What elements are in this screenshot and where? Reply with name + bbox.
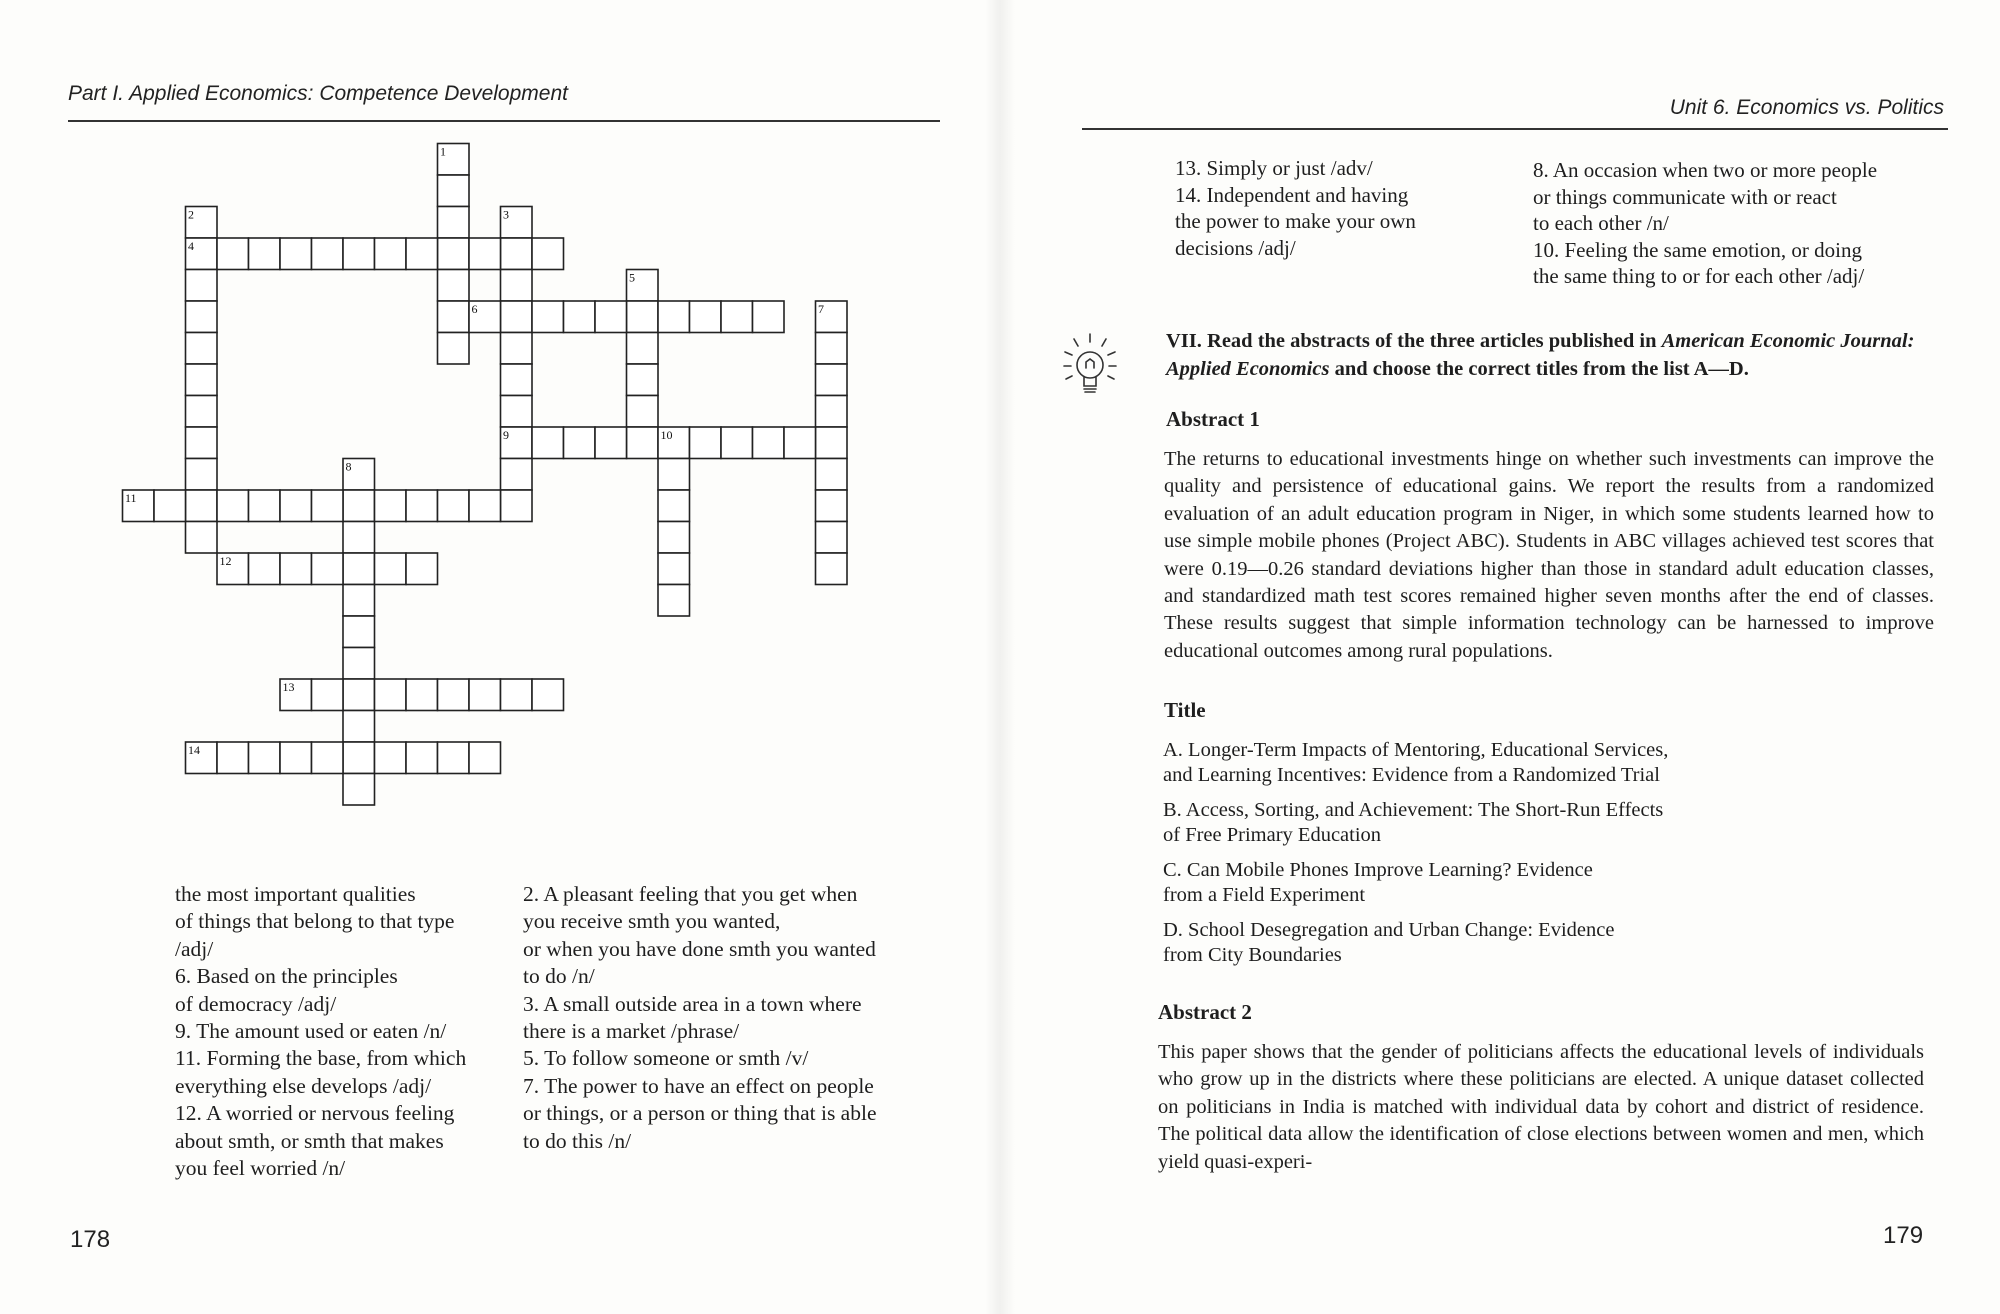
crossword-clue-number: 6 bbox=[471, 302, 478, 316]
title-label: Title bbox=[1164, 698, 1206, 722]
crossword-cell bbox=[532, 238, 564, 270]
crossword-cell bbox=[532, 679, 564, 711]
crossword-clue-number: 9 bbox=[503, 428, 509, 442]
crossword-cell bbox=[217, 742, 249, 774]
page-number-right: 179 bbox=[1883, 1222, 1924, 1249]
crossword-cell bbox=[595, 301, 627, 333]
crossword-cell bbox=[375, 679, 407, 711]
crossword-cell bbox=[186, 333, 218, 365]
crossword-cell bbox=[406, 553, 438, 585]
crossword-cell bbox=[280, 553, 312, 585]
task-tail: and choose the correct titles from the list A—D. bbox=[1329, 358, 1749, 380]
crossword-cell bbox=[343, 774, 375, 806]
crossword-cell bbox=[186, 301, 218, 333]
clue-line: 8. An occasion when two or more people bbox=[1533, 158, 1878, 182]
crossword-clue-number: 11 bbox=[125, 491, 137, 505]
crossword-cell bbox=[658, 490, 690, 522]
crossword-cell bbox=[438, 679, 470, 711]
crossword-cell bbox=[816, 364, 848, 396]
crossword-cell bbox=[753, 301, 785, 333]
crossword-clue-number: 7 bbox=[818, 302, 824, 316]
crossword-cell bbox=[564, 427, 596, 459]
header-rule-right bbox=[1082, 128, 1948, 130]
crossword-cell bbox=[375, 490, 407, 522]
crossword-cell bbox=[501, 270, 533, 302]
title-option-a bbox=[1163, 738, 1668, 788]
crossword-cell bbox=[690, 427, 722, 459]
crossword-cell bbox=[753, 427, 785, 459]
crossword-cell bbox=[721, 427, 753, 459]
crossword-cell bbox=[186, 270, 218, 302]
crossword-cell bbox=[501, 238, 533, 270]
abstract-2-heading: Abstract 2 bbox=[1158, 1000, 1252, 1024]
crossword-cell bbox=[249, 553, 281, 585]
running-head-left: Part I. Applied Economics: Competence Development bbox=[68, 82, 568, 105]
crossword-cell bbox=[438, 175, 470, 207]
crossword-cell bbox=[532, 301, 564, 333]
crossword-cell bbox=[469, 679, 501, 711]
option-line: of Free Primary Education bbox=[1163, 824, 1382, 846]
task-instruction bbox=[1166, 327, 1956, 383]
crossword-cell bbox=[501, 364, 533, 396]
crossword-cell bbox=[501, 333, 533, 365]
clue-line: 14. Independent and having bbox=[1175, 182, 1409, 207]
clue-line: to each other /n/ bbox=[1533, 211, 1669, 235]
crossword-cell bbox=[406, 742, 438, 774]
crossword-cell bbox=[564, 301, 596, 333]
clue-line: of democracy /adj/ bbox=[175, 991, 337, 1016]
crossword-cell bbox=[438, 207, 470, 239]
crossword-cell bbox=[816, 459, 848, 491]
crossword-cell bbox=[406, 490, 438, 522]
crossword-cell bbox=[816, 553, 848, 585]
crossword-cell bbox=[627, 364, 659, 396]
crossword-cell bbox=[280, 490, 312, 522]
crossword-cell bbox=[186, 522, 218, 554]
clues-column-2 bbox=[523, 881, 877, 1155]
crossword-cell bbox=[217, 238, 249, 270]
task-lead: VII. Read the abstracts of the three articles published in bbox=[1166, 330, 1662, 352]
crossword-cell bbox=[343, 553, 375, 585]
crossword-cell bbox=[658, 553, 690, 585]
option-line: and Learning Incentives: Evidence from a Randomized Trial bbox=[1163, 764, 1660, 786]
crossword-cell bbox=[658, 522, 690, 554]
crossword-cell bbox=[343, 679, 375, 711]
crossword-cell bbox=[154, 490, 186, 522]
crossword-clue-number: 1 bbox=[440, 144, 446, 159]
crossword-cell bbox=[312, 553, 344, 585]
crossword-cell bbox=[469, 238, 501, 270]
crossword-clue-number: 3 bbox=[503, 207, 509, 222]
crossword-cell bbox=[658, 585, 690, 617]
crossword-cell bbox=[690, 301, 722, 333]
clue-line: there is a market /phrase/ bbox=[523, 1019, 740, 1044]
crossword-clue-number: 2 bbox=[188, 207, 194, 222]
clue-line: the power to make your own bbox=[1175, 209, 1416, 233]
crossword-clue-number: 12 bbox=[219, 554, 232, 568]
clue-line: 6. Based on the principles bbox=[175, 964, 398, 989]
crossword-cell bbox=[501, 490, 533, 522]
option-line: C. Can Mobile Phones Improve Learning? Evidence bbox=[1163, 859, 1593, 881]
title-option-d bbox=[1163, 918, 1614, 968]
crossword-cell bbox=[186, 427, 218, 459]
crossword-cell bbox=[375, 742, 407, 774]
clues-column-4 bbox=[1533, 157, 1877, 290]
clue-line: or when you have done smth you wanted bbox=[523, 936, 876, 961]
clue-line: or things, or a person or thing that is able bbox=[523, 1101, 877, 1126]
crossword-cell bbox=[816, 427, 848, 459]
clue-line: about smth, or smth that makes bbox=[175, 1128, 444, 1153]
crossword-cell bbox=[249, 742, 281, 774]
crossword-cell bbox=[532, 427, 564, 459]
clue-line: to do this /n/ bbox=[523, 1128, 632, 1153]
crossword-cell bbox=[217, 490, 249, 522]
clue-line: of things that belong to that type bbox=[175, 909, 455, 934]
crossword-clue-number: 14 bbox=[188, 743, 200, 757]
crossword-cell bbox=[501, 679, 533, 711]
option-line: B. Access, Sorting, and Achievement: The Short-Run Effects bbox=[1163, 799, 1664, 821]
title-option-b bbox=[1163, 798, 1663, 848]
option-line: D. School Desegregation and Urban Change: Evidence bbox=[1163, 919, 1615, 941]
clue-line: or things communicate with or react bbox=[1533, 184, 1837, 209]
clue-line: the most important qualities bbox=[175, 882, 416, 906]
option-line: A. Longer-Term Impacts of Mentoring, Educational Services, bbox=[1163, 739, 1669, 761]
crossword-cell bbox=[280, 238, 312, 270]
crossword-cell bbox=[438, 742, 470, 774]
title-option-c bbox=[1163, 858, 1593, 908]
crossword-cell bbox=[816, 522, 848, 554]
clue-line: decisions /adj/ bbox=[1175, 235, 1296, 260]
crossword-cell bbox=[438, 490, 470, 522]
abstract-1-text: The returns to educational investments hinge on whether such investments can improve the quality and persistence of educational gains. We report the results from a randomized evaluation of an adult education program in Niger, in which some students learned how to use simple mobile phones (Project ABC). Students in ABC villages achieved test scores that were 0.19—0.26 standard deviations higher than those in standard adult education classes, and standardized math test scores remained higher seven months after the end of classes. These results suggest that simple information technology can be harnessed to improve educational outcomes among rural populations. bbox=[1164, 448, 1934, 662]
crossword-cell bbox=[186, 459, 218, 491]
abstract-2-text: This paper shows that the gender of politicians affects the educational levels of individuals who grow up in the districts where these politicians are elected. A unique dataset collected on politicians in India is matched with individual data by cohort and district of residence. The political data allow the identification of close elections between women and men, which yield quasi-experi- bbox=[1158, 1041, 1924, 1173]
crossword-cell bbox=[375, 553, 407, 585]
clue-line: everything else develops /adj/ bbox=[175, 1073, 432, 1098]
clue-line: 12. A worried or nervous feeling bbox=[175, 1101, 455, 1126]
crossword-cell bbox=[469, 490, 501, 522]
crossword-cell bbox=[721, 301, 753, 333]
crossword-cell bbox=[343, 585, 375, 617]
crossword-cell bbox=[816, 396, 848, 428]
right-page bbox=[1000, 0, 2000, 1314]
journal-name: American Economic Journal: Applied Economics bbox=[1166, 330, 1915, 380]
crossword-cell bbox=[343, 616, 375, 648]
crossword-clue-number: 4 bbox=[188, 239, 194, 253]
crossword-cell bbox=[186, 396, 218, 428]
crossword-cell bbox=[784, 427, 816, 459]
crossword-clue-number: 13 bbox=[282, 680, 295, 694]
clue-line: to do /n/ bbox=[523, 964, 595, 989]
crossword-cell bbox=[406, 679, 438, 711]
clue-line: 5. To follow someone or smth /v/ bbox=[523, 1046, 809, 1071]
page-number-left: 178 bbox=[70, 1226, 111, 1253]
clue-line: you receive smth you wanted, bbox=[523, 909, 781, 934]
crossword-cell bbox=[343, 238, 375, 270]
crossword-cell bbox=[438, 301, 470, 333]
clues-column-1 bbox=[175, 881, 466, 1182]
clue-line: 7. The power to have an effect on people bbox=[523, 1073, 874, 1098]
clue-line: 10. Feeling the same emotion, or doing bbox=[1533, 237, 1862, 262]
crossword-cell bbox=[312, 679, 344, 711]
crossword-cell bbox=[816, 490, 848, 522]
crossword-cell bbox=[658, 301, 690, 333]
crossword-grid bbox=[0, 0, 1000, 880]
crossword-cell bbox=[469, 742, 501, 774]
option-line: from City Boundaries bbox=[1163, 944, 1342, 966]
crossword-cell bbox=[438, 333, 470, 365]
clue-line: 11. Forming the base, from which bbox=[175, 1046, 467, 1071]
clue-line: 2. A pleasant feeling that you get when bbox=[523, 882, 858, 906]
clue-line: the same thing to or for each other /adj/ bbox=[1533, 264, 1865, 288]
crossword-cell bbox=[501, 459, 533, 491]
crossword-cell bbox=[406, 238, 438, 270]
crossword-clue-number: 5 bbox=[629, 270, 635, 285]
clue-line: 3. A small outside area in a town where bbox=[523, 991, 862, 1016]
crossword-cell bbox=[438, 238, 470, 270]
crossword-cell bbox=[343, 522, 375, 554]
crossword-cell bbox=[312, 490, 344, 522]
running-head-right: Unit 6. Economics vs. Politics bbox=[1669, 96, 1944, 119]
crossword-cell bbox=[343, 711, 375, 743]
crossword-cell bbox=[627, 427, 659, 459]
crossword-cell bbox=[627, 333, 659, 365]
crossword-cell bbox=[375, 238, 407, 270]
clue-line: 9. The amount used or eaten /n/ bbox=[175, 1019, 447, 1044]
clue-line: 13. Simply or just /adv/ bbox=[1175, 156, 1373, 180]
option-line: from a Field Experiment bbox=[1163, 884, 1366, 906]
crossword-cell bbox=[312, 238, 344, 270]
crossword-cell bbox=[343, 742, 375, 774]
crossword-cell bbox=[312, 742, 344, 774]
crossword-cell bbox=[249, 490, 281, 522]
crossword-cell bbox=[438, 270, 470, 302]
lightbulb-icon bbox=[1062, 332, 1118, 404]
crossword-cell bbox=[501, 396, 533, 428]
clue-line: /adj/ bbox=[175, 936, 214, 961]
crossword-clue-number: 10 bbox=[660, 428, 673, 442]
crossword-cell bbox=[186, 490, 218, 522]
crossword-cell bbox=[627, 301, 659, 333]
crossword-cell bbox=[249, 238, 281, 270]
crossword-cell bbox=[186, 364, 218, 396]
crossword-cell bbox=[816, 333, 848, 365]
crossword-cell bbox=[280, 742, 312, 774]
clue-line: you feel worried /n/ bbox=[175, 1156, 346, 1181]
crossword-cell bbox=[658, 459, 690, 491]
crossword-cell bbox=[595, 427, 627, 459]
crossword-clue-number: 8 bbox=[345, 459, 352, 474]
clues-column-3 bbox=[1175, 155, 1416, 261]
crossword-cell bbox=[343, 648, 375, 680]
abstract-1-heading: Abstract 1 bbox=[1166, 407, 1260, 431]
crossword-cell bbox=[343, 490, 375, 522]
crossword-cell bbox=[627, 396, 659, 428]
crossword-cell bbox=[501, 301, 533, 333]
